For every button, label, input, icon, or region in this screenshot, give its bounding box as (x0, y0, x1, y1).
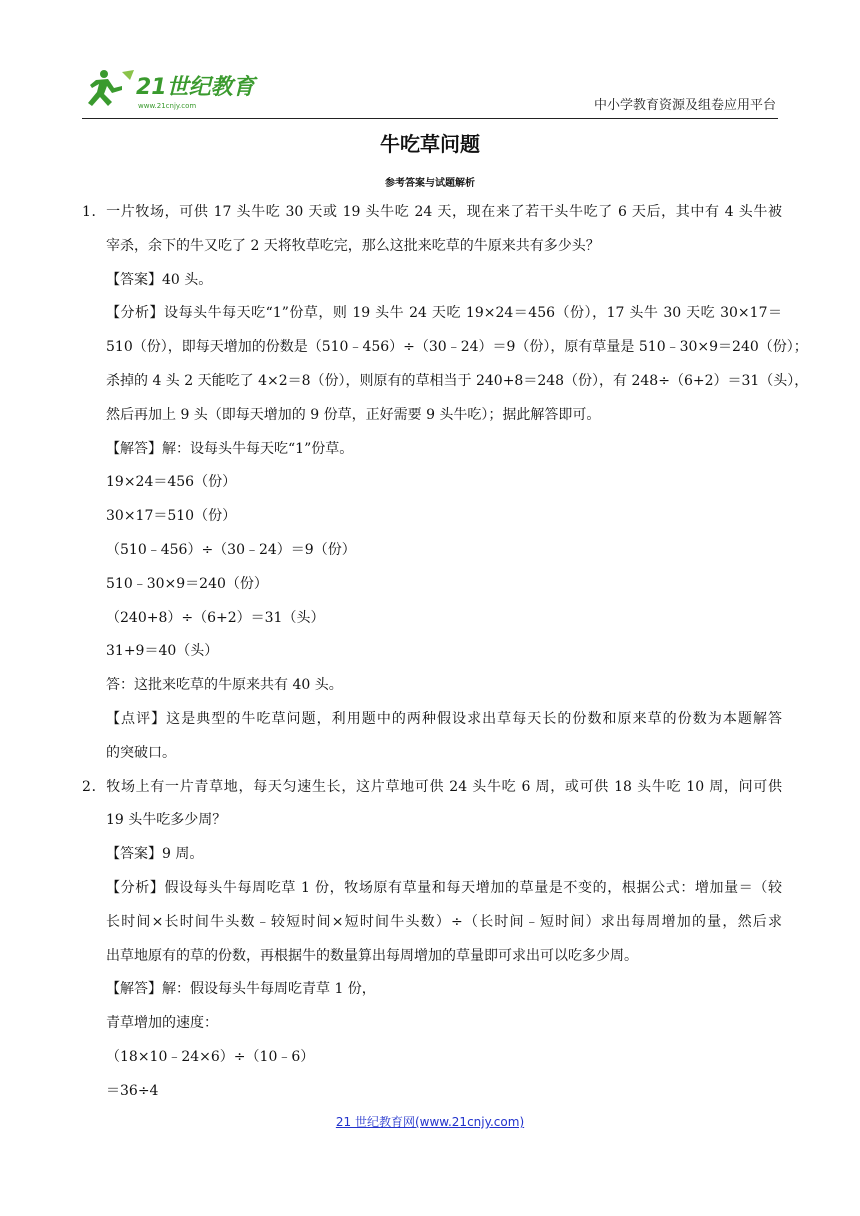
q2-answer: 【答案】9 周。 (106, 846, 204, 863)
page-footer (0, 1113, 860, 1130)
logo-text: 21世纪教育 (136, 75, 255, 100)
q2-text-line2: 19 头牛吃多少周？ (106, 812, 227, 829)
q1-analysis-line1: 【分析】设每头牛每天吃“1”份草，则 19 头牛 24 天吃 19×24＝456（份），17 头牛 30 天吃 30×17＝ (106, 305, 782, 322)
logo-url: www.21cnjy.com (138, 102, 197, 110)
q1-comment-line1: 【点评】这是典型的牛吃草问题，利用题中的两种假设求出草每天长的份数和原来草的份数为本题解答 (106, 710, 782, 727)
q2-step: （18×10﹣24×6）÷（10﹣6） (106, 1048, 315, 1065)
q1-analysis-line2: 510（份），即每天增加的份数是（510﹣456）÷（30﹣24）＝9（份），原有草量是 510﹣30×9＝240（份）； (106, 339, 808, 356)
q1-step: 19×24＝456（份） (106, 474, 237, 491)
q1-comment-line2: 的突破口。 (106, 744, 176, 761)
q1-step: 510﹣30×9＝240（份） (106, 575, 268, 592)
q2-analysis-line2: 长时间×长时间牛头数﹣较短时间×短时间牛头数）÷（长时间﹣短时间）求出每周增加的量，然后求 (106, 913, 782, 930)
q1-step: （510﹣456）÷（30﹣24）＝9（份） (106, 541, 356, 558)
q2-text-line1: 2．牧场上有一片青草地，每天匀速生长，这片草地可供 24 头牛吃 6 周，或可供 18 头牛吃 10 周，问可供 (82, 778, 782, 795)
page-header (82, 66, 778, 119)
logo (82, 66, 262, 114)
footer-link[interactable]: 21 世纪教育网(www.21cnjy.com) (335, 1115, 525, 1129)
q1-text-line1: 1．一片牧场，可供 17 头牛吃 30 天或 19 头牛吃 24 天，现在来了若干头牛吃了 6 天后，其中有 4 头牛被 (82, 204, 782, 220)
q2-solution-intro: 【解答】解：假设每头牛每周吃青草 1 份， (106, 981, 376, 998)
q2-step: ＝36÷4 (106, 1082, 159, 1099)
q2-analysis-line3: 出草地原有的草的份数，再根据牛的数量算出每周增加的草量即可求出可以吃多少周。 (106, 947, 638, 964)
q1-text-line2: 宰杀，余下的牛又吃了 2 天将牧草吃完，那么这批来吃草的牛原来共有多少头？ (106, 237, 600, 254)
page-subtitle: 参考答案与试题解析 (385, 178, 475, 189)
q1-analysis-line3: 杀掉的 4 头 2 天能吃了 4×2＝8（份），则原有的草相当于 240+8＝248（份），有 248÷（6+2）＝31（头）， (106, 372, 809, 389)
q1-step: 31+9＝40（头） (106, 643, 219, 660)
platform-name: 中小学教育资源及组卷应用平台 (593, 98, 776, 113)
q2-analysis-line1: 【分析】假设每头牛每周吃草 1 份，牧场原有草量和每天增加的草量是不变的，根据公式：增加量＝（较 (106, 879, 782, 896)
runner-icon (88, 70, 134, 106)
q1-answer: 【答案】40 头。 (106, 271, 213, 288)
q1-step: 30×17＝510（份） (106, 508, 237, 525)
page-title: 牛吃草问题 (380, 132, 480, 156)
q1-step: （240+8）÷（6+2）＝31（头） (106, 609, 325, 626)
q1-solution-intro: 【解答】解：设每头牛每天吃“1”份草。 (106, 440, 354, 457)
q2-step: 青草增加的速度： (106, 1015, 218, 1032)
q1-analysis-line4: 然后再加上 9 头（即每天增加的 9 份草，正好需要 9 头牛吃）；据此解答即可。 (106, 406, 601, 423)
q1-conclusion: 答：这批来吃草的牛原来共有 40 头。 (106, 677, 343, 694)
document-body (82, 196, 809, 1109)
